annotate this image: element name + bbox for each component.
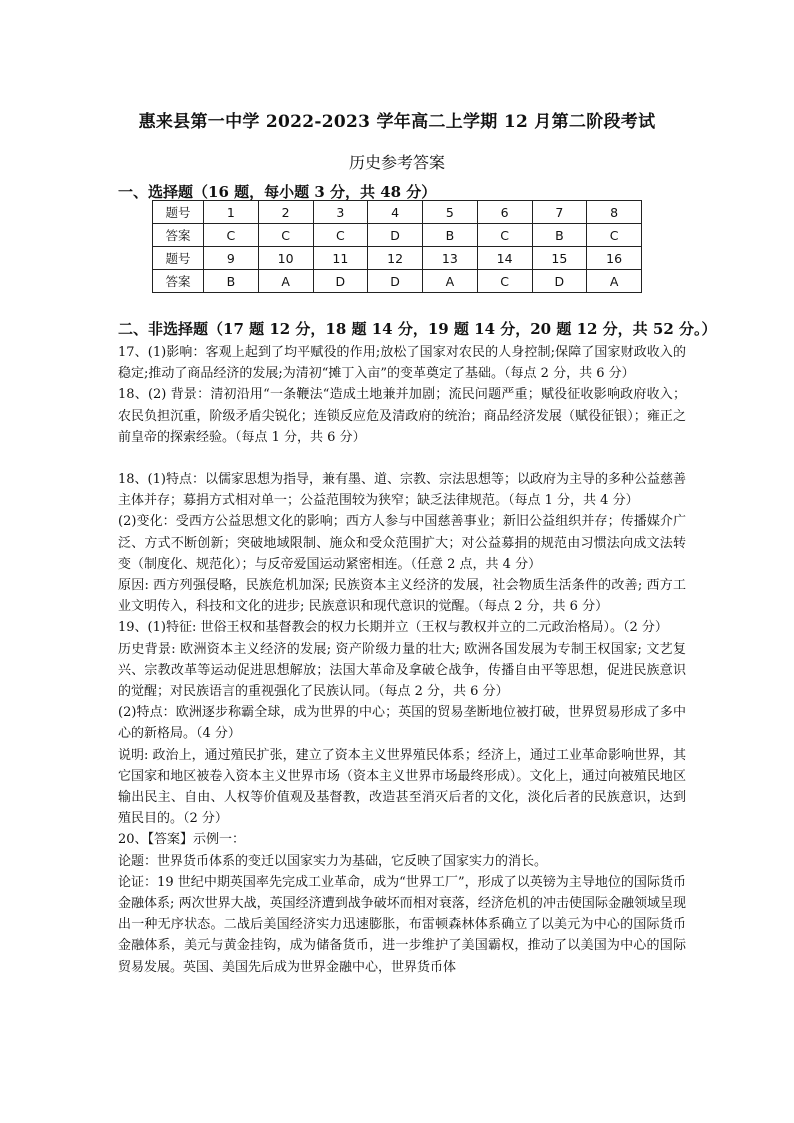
answer-table-row — [153, 270, 642, 293]
paragraph-19-2: (2)特点：欧洲逐步称霸全球，成为世界的中心；英国的贸易垄断地位被打破，世界贸易形成了多中心的新格局。（4 分） — [118, 705, 686, 742]
section-heading-choice: 一、选择题（16 题，每小题 3 分，共 48 分） — [118, 183, 437, 201]
paragraph-17: 17、(1)影响：客观上起到了均平赋役的作用;放松了国家对农民的人身控制;保障了国家财政收入的稳定;推动了商品经济的发展;为清初“摊丁入亩”的变革奠定了基础。（每点 2 分，共 6 分） — [118, 345, 686, 382]
page-title: 惠来县第一中学 2022-2023 学年高二上学期 12 月第二阶段考试 — [138, 112, 656, 132]
answer-table-cell: 16 — [587, 247, 642, 270]
answer-table-cell: 7 — [532, 201, 587, 224]
answer-table-cell: C — [477, 270, 532, 293]
answer-table-cell: 10 — [258, 247, 313, 270]
answer-table-cell: D — [532, 270, 587, 293]
answer-table-row — [153, 247, 642, 270]
answer-table-row-label: 题号 — [153, 247, 204, 270]
answer-table-cell: 1 — [204, 201, 259, 224]
answer-table-cell: 2 — [258, 201, 313, 224]
answer-table-cell: 11 — [313, 247, 368, 270]
answer-table-cell: D — [368, 224, 423, 247]
answer-table-cell: D — [313, 270, 368, 293]
paragraph-18-1: 18、(1)特点：以儒家思想为指导，兼有墨、道、宗教、宗法思想等；以政府为主导的多种公益慈善主体并存；募捐方式相对单一；公益范围较为狭窄；缺乏法律规范。（每点 1 分，共 4 分） — [118, 472, 686, 509]
answer-table-cell: C — [204, 224, 259, 247]
answer-table-cell: A — [423, 270, 478, 293]
answer-table-cell: 3 — [313, 201, 368, 224]
page-subtitle: 历史参考答案 — [348, 153, 445, 172]
answer-table — [152, 200, 642, 293]
answer-table-cell: C — [587, 224, 642, 247]
answer-table-cell: 5 — [423, 201, 478, 224]
answer-table-row-label: 答案 — [153, 224, 204, 247]
answer-table-row-label: 题号 — [153, 201, 204, 224]
paragraph-19-1: 19、(1)特征: 世俗王权和基督教会的权力长期并立（王权与教权并立的二元政治格局）。（2 分） — [118, 620, 668, 636]
essay-answers — [118, 342, 686, 978]
answer-table-cell: B — [204, 270, 259, 293]
answer-table-cell: C — [313, 224, 368, 247]
answer-table-cell: C — [477, 224, 532, 247]
paragraph-18-2: 18、(2) 背景：清初沿用“一条鞭法“造成土地兼并加剧；流民问题严重；赋役征收影响政府收入；农民负担沉重，阶级矛盾尖锐化；连锁反应危及清政府的统治；商品经济发展（赋役征银）；雍正之前皇帝的探索经验。（每点 1 分，共 6 分） — [118, 387, 686, 445]
answer-table-cell: 15 — [532, 247, 587, 270]
answer-table-cell: 6 — [477, 201, 532, 224]
answer-table-row — [153, 201, 642, 224]
answer-table-cell: A — [258, 270, 313, 293]
answer-table-cell: 8 — [587, 201, 642, 224]
paragraph-18-reason: 原因: 西方列强侵略，民族危机加深; 民族资本主义经济的发展，社会物质生活条件的改善; 西方工业文明传入，科技和文化的进步; 民族意识和现代意识的觉醒。（每点 2 分，共 6 分） — [118, 578, 686, 615]
answer-table-row — [153, 224, 642, 247]
answer-table-cell: 13 — [423, 247, 478, 270]
section-heading-essay: 二、非选择题（17 题 12 分，18 题 14 分，19 题 14 分，20 题 12 分，共 52 分。） — [118, 320, 717, 338]
paragraph-18-change: (2)变化：受西方公益思想文化的影响；西方人参与中国慈善事业；新旧公益组织并存；传播媒介广泛、方式不断创新；突破地域限制、施众和受众范围扩大；对公益募捐的规范由习惯法向成文法转变（制度化、规范化）；与反帝爱国运动紧密相连。（任意 2 点，共 4 分） — [118, 514, 686, 572]
paragraph-20-thesis: 论题：世界货币体系的变迁以国家实力为基础，它反映了国家实力的消长。 — [118, 853, 548, 869]
paragraph-19-background: 历史背景: 欧洲资本主义经济的发展; 资产阶级力量的壮大; 欧洲各国发展为专制王权国家; 文艺复兴、宗教改革等运动促进思想解放；法国大革命及拿破仑战争，传播自由平等思想，促进民族意识的觉醒；对民族语言的重视强化了民族认同。（每点 2 分，共 6 分） — [118, 641, 686, 700]
answer-table-cell: D — [368, 270, 423, 293]
answer-table-row-label: 答案 — [153, 270, 204, 293]
answer-table-cell: C — [258, 224, 313, 247]
paragraph-19-explain: 说明: 政治上，通过殖民扩张，建立了资本主义世界殖民体系；经济上，通过工业革命影响世界，其它国家和地区被卷入资本主义世界市场（资本主义世界市场最终形成）。文化上，通过向被殖民地区输出民主、自由、人权等价值观及基督教，改造甚至消灭后者的文化，淡化后者的民族意识，达到殖民目的。（2 分） — [118, 747, 686, 827]
answer-table-cell: B — [532, 224, 587, 247]
answer-table-cell: A — [587, 270, 642, 293]
answer-table-cell: 4 — [368, 201, 423, 224]
answer-table-cell: 9 — [204, 247, 259, 270]
answer-table-cell: 12 — [368, 247, 423, 270]
paragraph-20-title: 20、【答案】示例一： — [118, 832, 246, 848]
paragraph-20-argument: 论证：19 世纪中期英国率先完成工业革命，成为“世界工厂”，形成了以英镑为主导地位的国际货币金融体系; 两次世界大战，英国经济遭到战争破坏而相对衰落，经济危机的冲击使国际金融领域呈现出一种无序状态。二战后美国经济实力迅速膨胀，布雷顿森林体系确立了以美元为中心的国际货币金融体系，美元与黄金挂钩，成为储备货币，进一步维护了美国霸权，推动了以美国为中心的国际贸易发展。英国、美国先后成为世界金融中心，世界货币体 — [118, 874, 686, 975]
answer-table-cell: B — [423, 224, 478, 247]
answer-table-cell: 14 — [477, 247, 532, 270]
